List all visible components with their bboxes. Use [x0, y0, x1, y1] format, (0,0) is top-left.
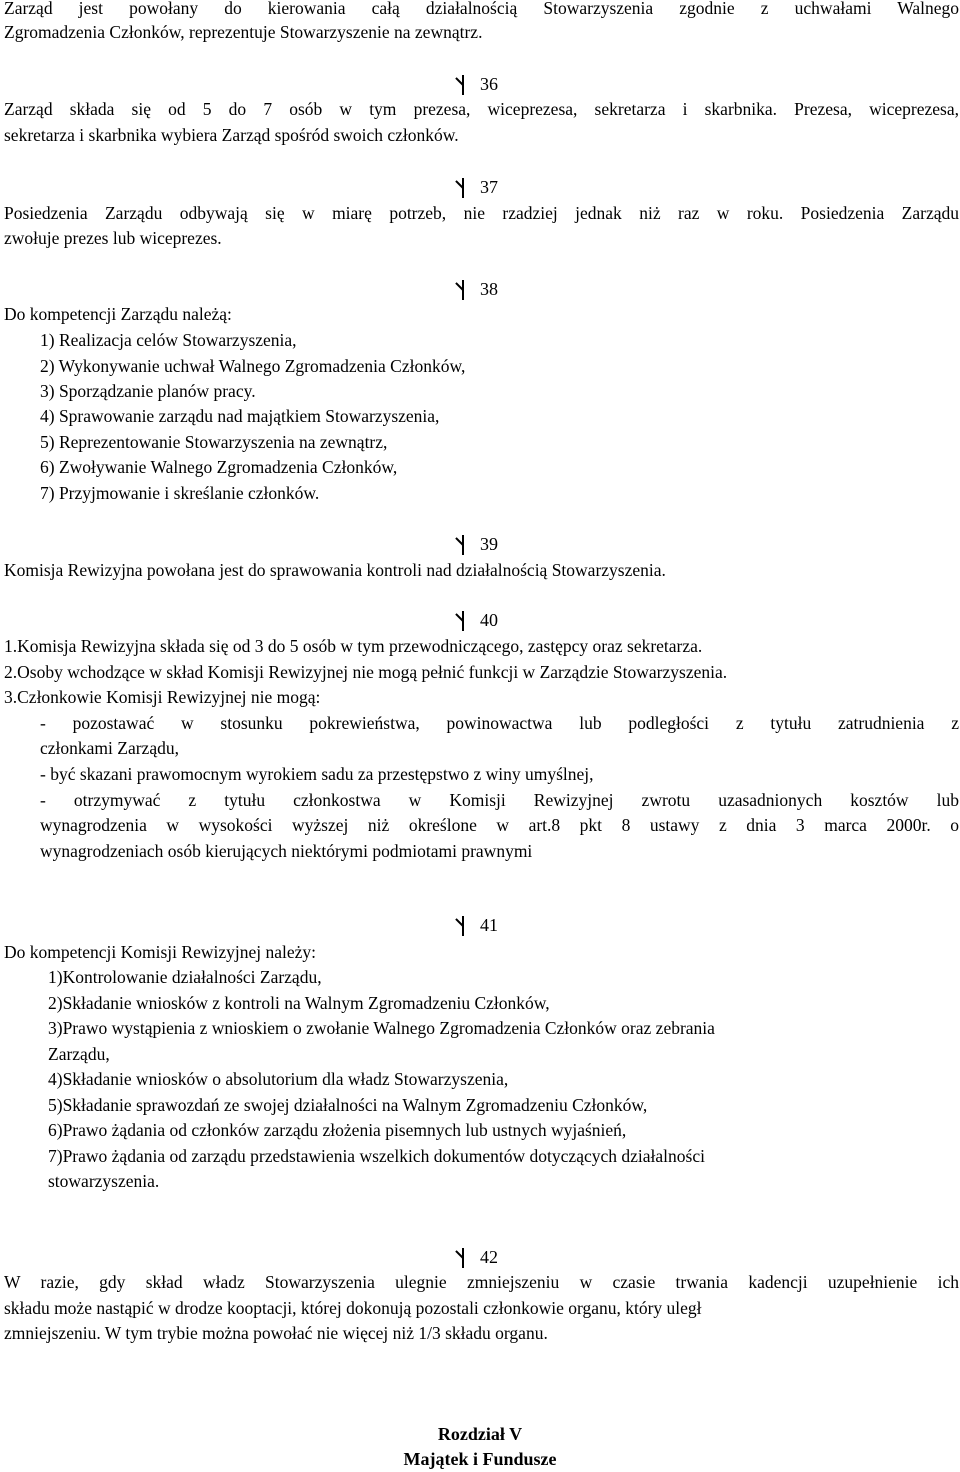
paragraph-line: Zarząd jest powołany do kierowania całą działalnością Stowarzyszenia zgodnie z uchwałami Walnego — [4, 0, 959, 18]
list-item: 6) Zwoływanie Walnego Zgromadzenia Członków, — [40, 457, 398, 477]
list-item: - być skazani prawomocnym wyrokiem sadu za przestępstwo z winy umyślnej, — [40, 764, 594, 784]
section-heading-38: 38 — [480, 277, 498, 301]
list-item: 3)Prawo wystąpienia z wnioskiem o zwołanie Walnego Zgromadzenia Członków oraz zebrania — [48, 1018, 715, 1038]
section-sign-icon — [456, 535, 470, 555]
list-item: 2)Składanie wniosków z kontroli na Walnym Zgromadzeniu Członków, — [48, 993, 550, 1013]
paragraph-line: sekretarza i skarbnika wybiera Zarząd spośród swoich członków. — [4, 125, 459, 145]
chapter-title: Rozdział V — [437, 1424, 523, 1444]
list-item: 7) Przyjmowanie i skreślanie członków. — [40, 483, 320, 503]
list-item: wynagrodzenia w wysokości wyższej niż określone w art.8 pkt 8 ustawy z dnia 3 marca 2000r. o — [40, 815, 959, 835]
paragraph-line: Zgromadzenia Członków, reprezentuje Stowarzyszenie na zewnątrz. — [4, 22, 483, 42]
list-item: 5) Reprezentowanie Stowarzyszenia na zewnątrz, — [40, 432, 388, 452]
paragraph-line: Do kompetencji Komisji Rewizyjnej należy: — [4, 942, 317, 962]
list-item: - pozostawać w stosunku pokrewieństwa, powinowactwa lub podległości z tytułu zatrudnienia z — [40, 713, 959, 733]
chapter-subtitle: Majątek i Fundusze — [403, 1449, 557, 1469]
paragraph-line: składu może nastąpić w drodze kooptacji, której dokonują pozostali członkowie organu, który uległ — [4, 1298, 702, 1318]
paragraph-line: 1.Komisja Rewizyjna składa się od 3 do 5 osób w tym przewodniczącego, zastępcy oraz sekretarza. — [4, 636, 703, 656]
section-heading-40: 40 — [480, 608, 498, 632]
list-item: stowarzyszenia. — [48, 1171, 160, 1191]
section-heading-41: 41 — [480, 913, 498, 937]
paragraph-line: Komisja Rewizyjna powołana jest do sprawowania kontroli nad działalnością Stowarzyszenia. — [4, 560, 666, 580]
section-heading-39: 39 — [480, 532, 498, 556]
section-heading-42: 42 — [480, 1245, 498, 1269]
section-sign-icon — [456, 178, 470, 198]
list-item: członkami Zarządu, — [40, 738, 179, 758]
paragraph-line: W razie, gdy skład władz Stowarzyszenia ulegnie zmniejszeniu w czasie trwania kadencji uzupełnienie ich — [4, 1272, 959, 1292]
list-item: 3) Sporządzanie planów pracy. — [40, 381, 256, 401]
section-sign-icon — [456, 611, 470, 631]
list-item: 1) Realizacja celów Stowarzyszenia, — [40, 330, 297, 350]
section-sign-icon — [456, 75, 470, 95]
list-item: 4)Składanie wniosków o absolutorium dla władz Stowarzyszenia, — [48, 1069, 509, 1089]
paragraph-line: Posiedzenia Zarządu odbywają się w miarę potrzeb, nie rzadziej jednak niż raz w roku. Posiedzenia Zarządu — [4, 203, 959, 223]
paragraph-line: Zarząd składa się od 5 do 7 osób w tym prezesa, wiceprezesa, sekretarza i skarbnika. Prezesa, wiceprezesa, — [4, 99, 959, 119]
section-sign-icon — [456, 1248, 470, 1268]
list-item: 4) Sprawowanie zarządu nad majątkiem Stowarzyszenia, — [40, 406, 440, 426]
paragraph-line: zmniejszeniu. W tym trybie można powołać nie więcej niż 1/3 składu organu. — [4, 1323, 548, 1343]
section-sign-icon — [456, 280, 470, 300]
list-item: Zarządu, — [48, 1044, 110, 1064]
paragraph-line: Do kompetencji Zarządu należą: — [4, 304, 232, 324]
section-heading-37: 37 — [480, 175, 498, 199]
list-item: - otrzymywać z tytułu członkostwa w Komisji Rewizyjnej zwrotu uzasadnionych kosztów lub — [40, 790, 959, 810]
list-item: 6)Prawo żądania od członków zarządu złożenia pisemnych lub ustnych wyjaśnień, — [48, 1120, 627, 1140]
list-item: wynagrodzeniach osób kierujących niektórymi podmiotami prawnymi — [40, 841, 533, 861]
paragraph-line: 3.Członkowie Komisji Rewizyjnej nie mogą: — [4, 687, 321, 707]
section-heading-36: 36 — [480, 72, 498, 96]
list-item: 7)Prawo żądania od zarządu przedstawienia wszelkich dokumentów dotyczących działalności — [48, 1146, 705, 1166]
paragraph-line: zwołuje prezes lub wiceprezes. — [4, 228, 222, 248]
list-item: 2) Wykonywanie uchwał Walnego Zgromadzenia Członków, — [40, 356, 466, 376]
list-item: 1)Kontrolowanie działalności Zarządu, — [48, 967, 322, 987]
section-sign-icon — [456, 916, 470, 936]
paragraph-line: 2.Osoby wchodzące w skład Komisji Rewizyjnej nie mogą pełnić funkcji w Zarządzie Stowarzyszenia. — [4, 662, 728, 682]
list-item: 5)Składanie sprawozdań ze swojej działalności na Walnym Zgromadzeniu Członków, — [48, 1095, 648, 1115]
